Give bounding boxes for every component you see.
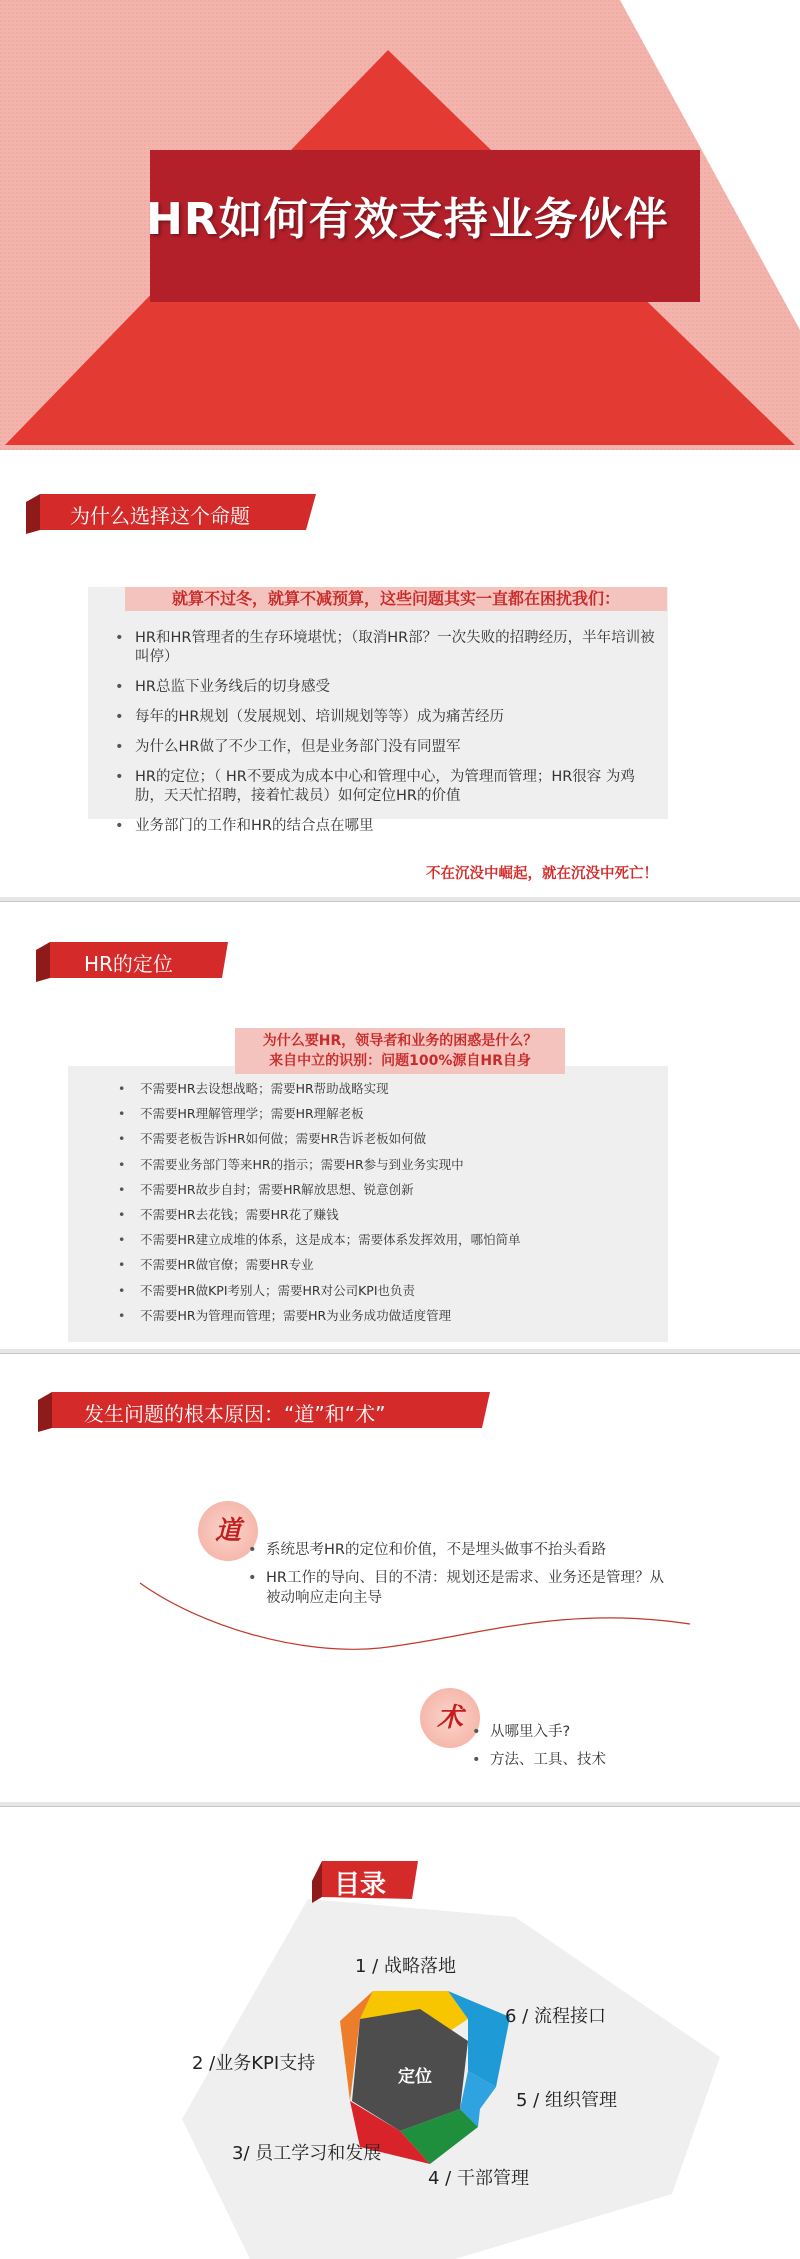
list-item: • 不需要HR为管理而管理；需要HR为业务成功做适度管理	[118, 1308, 658, 1324]
highlight-line: 为什么要HR，领导者和业务的困惑是什么？	[262, 1033, 538, 1049]
slide-root-cause	[0, 1356, 800, 1807]
slide-hr-positioning	[0, 904, 800, 1354]
toc-ribbon-fold	[312, 1861, 322, 1903]
slide-title-ribbon	[26, 490, 326, 536]
shu-seal	[420, 1688, 480, 1748]
slide-title: HR的定位	[84, 952, 173, 976]
list-item: • 不需要HR故步自封；需要HR解放思想、锐意创新	[118, 1182, 658, 1198]
list-item: • 不需要老板告诉HR如何做；需要HR告诉老板如何做	[118, 1131, 658, 1147]
toc-item-strategy[interactable]: 1 / 战略落地	[355, 1956, 456, 1977]
slide-table-of-contents	[0, 1809, 800, 2259]
list-item: • 不需要HR做官僚；需要HR专业	[118, 1257, 658, 1273]
highlight-banner: 就算不过冬，就算不减预算，这些问题其实一直都在困扰我们：	[125, 587, 667, 611]
toc-item-kpi[interactable]: 2 /业务KPI支持	[192, 2053, 316, 2074]
list-item: • 不需要HR建立成堆的体系，这是成本；需要体系发挥效用，哪怕简单	[118, 1232, 658, 1248]
closing-slogan: 不在沉没中崛起，就在沉没中死亡！	[426, 866, 658, 882]
list-item: • 不需要HR理解管理学；需要HR理解老板	[118, 1106, 658, 1122]
shu-seal-char: 术	[436, 1703, 463, 1733]
bullet-list	[115, 629, 655, 847]
dao-seal-char: 道	[214, 1516, 241, 1546]
list-item: • 不需要业务部门等来HR的指示；需要HR参与到业务实现中	[118, 1157, 658, 1173]
toc-item-organization[interactable]: 5 / 组织管理	[516, 2090, 617, 2111]
list-item: • 方法、工具、技术	[472, 1750, 712, 1770]
toc-center-label: 定位	[398, 2067, 432, 2087]
shu-bullet-list	[472, 1722, 712, 1778]
slide-why-topic	[0, 452, 800, 902]
list-item: • HR的定位；（ HR不要成为成本中心和管理中心，为管理而管理；HR很容 为鸡肋，天天忙招聘，接着忙裁员）如何定位HR的价值	[115, 768, 655, 806]
slide-title-ribbon	[36, 938, 236, 984]
highlight-banner	[235, 1028, 565, 1074]
list-item: • 每年的HR规划（发展规划、培训规划等等）成为痛苦经历	[115, 708, 655, 727]
list-item: • HR工作的导向、目的不清：规划还是需求、业务还是管理？从被动响应走向主导	[248, 1568, 678, 1608]
toc-item-learning[interactable]: 3/ 员工学习和发展	[232, 2143, 382, 2164]
dao-bullet-list	[248, 1540, 678, 1616]
bullet-list	[118, 1081, 658, 1333]
toc-graphic	[0, 1809, 800, 2259]
toc-title: 目录	[334, 1870, 387, 1900]
list-item: • 从哪里入手?	[472, 1722, 712, 1742]
highlight-line: 来自中立的识别：问题100%源自HR自身	[269, 1053, 531, 1069]
slide-title: 为什么选择这个命题	[70, 504, 250, 528]
list-item: • 不需要HR做KPI考别人；需要HR对公司KPI也负责	[118, 1283, 658, 1299]
toc-item-process[interactable]: 6 / 流程接口	[505, 2006, 606, 2027]
list-item: • HR和HR管理者的生存环境堪忧；（取消HR部？一次失败的招聘经历，半年培训被叫停）	[115, 629, 655, 667]
cover-slide	[0, 0, 800, 450]
list-item: • 不需要HR去花钱；需要HR花了赚钱	[118, 1207, 658, 1223]
list-item: • 不需要HR去设想战略；需要HR帮助战略实现	[118, 1081, 658, 1097]
list-item: • 系统思考HR的定位和价值，不是埋头做事不抬头看路	[248, 1540, 678, 1560]
list-item: • 为什么HR做了不少工作，但是业务部门没有同盟军	[115, 738, 655, 757]
cover-title: HR如何有效支持业务伙伴	[146, 194, 669, 245]
list-item: • HR总监下业务线后的切身感受	[115, 678, 655, 697]
toc-item-cadre[interactable]: 4 / 干部管理	[428, 2168, 529, 2189]
slide-title: 发生问题的根本原因：“道”和“术”	[84, 1402, 386, 1426]
list-item: • 业务部门的工作和HR的结合点在哪里	[115, 817, 655, 836]
